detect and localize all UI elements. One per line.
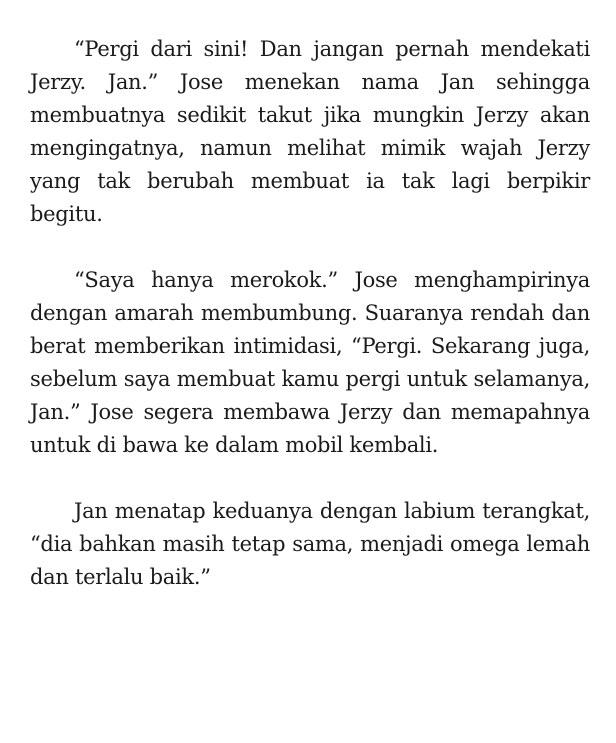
paragraph-1: “Pergi dari sini! Dan jangan pernah mendekati Jerzy. Jan.” Jose menekan nama Jan sehingga membuatnya sedikit takut jika mungkin Jerzy akan mengingatnya, namun melihat mimik wajah Jerzy yang tak berubah membuat ia tak lagi berpikir begitu. — [30, 37, 590, 226]
document-page — [30, 33, 590, 594]
paragraph-2: “Saya hanya merokok.” Jose menghampirinya dengan amarah membumbung. Suaranya rendah dan berat memberikan intimidasi, “Pergi. Sekarang juga, sebelum saya membuat kamu pergi untuk selamanya, Jan.” Jose segera membawa Jerzy dan memapahnya untuk di bawa ke dalam mobil kembali. — [30, 268, 590, 457]
paragraph-3: Jan menatap keduanya dengan labium terangkat, “dia bahkan masih tetap sama, menjadi omega lemah dan terlalu baik.” — [30, 499, 590, 589]
